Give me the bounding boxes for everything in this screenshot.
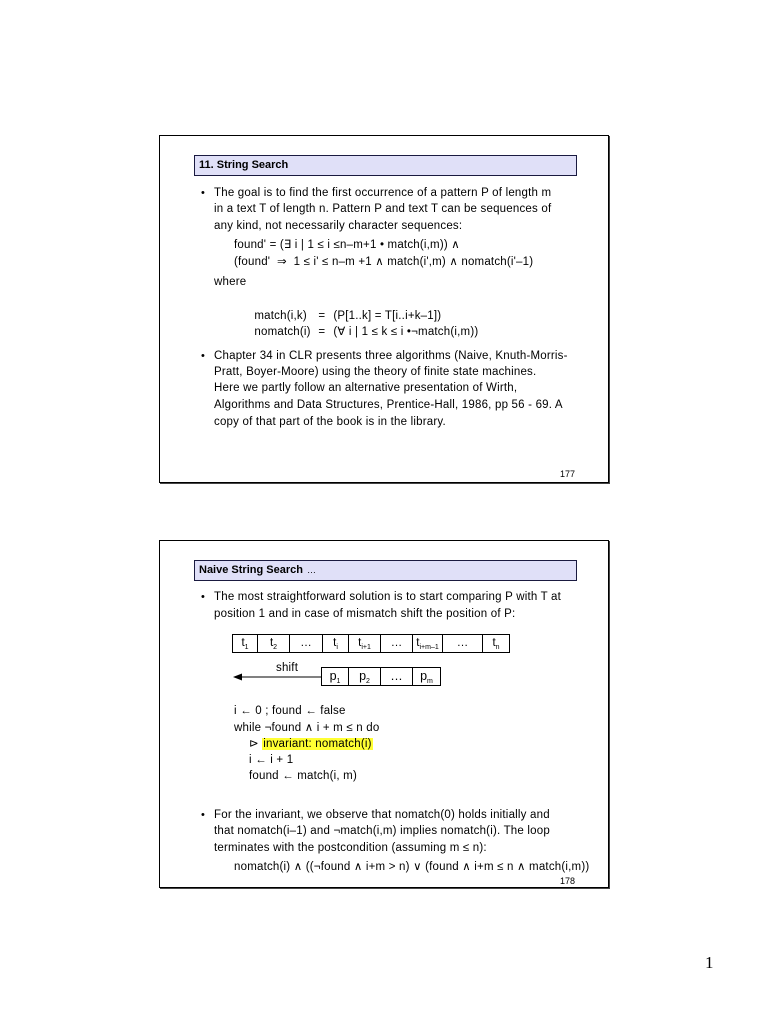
- cell-subscript: m: [427, 678, 433, 685]
- definition-name: nomatch(i): [254, 326, 311, 338]
- bullet-text-line: position 1 and in case of mismatch shift the position of P:: [214, 608, 516, 620]
- cell-ellipsis: …: [300, 637, 312, 649]
- bullet-text-line: in a text T of length n. Pattern P and text T can be sequences of: [214, 203, 552, 215]
- cell-subscript: 1: [336, 678, 341, 685]
- formula-line: found' = (∃ i | 1 ≤ i ≤n–m+1 • match(i,m)) ∧: [234, 239, 460, 251]
- pattern-cell: [321, 667, 349, 686]
- bullet-marker: •: [201, 350, 205, 362]
- cell-subscript: n: [495, 644, 500, 651]
- page-footer-number: 1: [705, 953, 714, 972]
- shift-label: shift: [276, 662, 299, 674]
- text-cell: [348, 634, 381, 653]
- bullet-text-line: Here we partly follow an alternative presentation of Wirth,: [214, 382, 518, 394]
- bullet-marker: •: [201, 187, 205, 199]
- bullet-text-line: Pratt, Boyer-Moore) using the theory of finite state machines.: [214, 366, 537, 378]
- comment-marker-icon: ⊳: [249, 738, 259, 750]
- cell-symbol: t: [416, 637, 420, 649]
- definition-equals: =: [318, 310, 326, 322]
- bullet-text-line: For the invariant, we observe that nomatch(0) holds initially and: [214, 809, 550, 821]
- definition-expression: (∀ i | 1 ≤ k ≤ i •¬match(i,m)): [333, 326, 479, 338]
- cell-ellipsis: …: [390, 669, 403, 683]
- slide-title: Naive String Search: [199, 564, 303, 576]
- bullet-text-line: that nomatch(i–1) and ¬match(i,m) implies nomatch(i). The loop: [214, 825, 550, 837]
- bullet-marker: •: [201, 591, 205, 603]
- definition-name: match(i,k): [254, 310, 307, 322]
- cell-subscript: i: [336, 644, 338, 651]
- cell-symbol: p: [359, 669, 367, 683]
- cell-subscript: 2: [273, 644, 278, 651]
- slide-string-search: [159, 135, 609, 483]
- bullet-text-line: The goal is to find the first occurrence of a pattern P of length m: [214, 187, 552, 199]
- text-array-row: [232, 634, 510, 653]
- cell-ellipsis: …: [456, 637, 469, 649]
- cell-symbol: p: [329, 669, 337, 683]
- code-line-update: found ← match(i, m): [249, 770, 357, 782]
- slide-page-number: 178: [559, 876, 575, 886]
- bullet-text-line: Chapter 34 in CLR presents three algorithms (Naive, Knuth-Morris-: [214, 350, 568, 362]
- cell-symbol: t: [333, 637, 337, 649]
- bullet-text-line: terminates with the postcondition (assuming m ≤ n):: [214, 842, 487, 854]
- definition-expression: (P[1..k] = T[i..i+k–1]): [333, 310, 442, 322]
- text-cell: [482, 634, 510, 653]
- where-label: where: [214, 276, 247, 288]
- text-cell: [322, 634, 349, 653]
- code-line-invariant: [249, 736, 373, 752]
- bullet-text-line: any kind, not necessarily character sequences:: [214, 220, 463, 232]
- bullet-text-line: The most straightforward solution is to start comparing P with T at: [214, 591, 562, 603]
- code-line-init: i ← 0 ; found ← false: [234, 705, 346, 717]
- slide-title-bar: [194, 560, 577, 581]
- text-cell: [412, 634, 443, 653]
- cell-subscript: i+m–1: [419, 644, 439, 651]
- text-cell: [289, 634, 323, 653]
- definition-equals: =: [318, 326, 326, 338]
- pattern-cell: [380, 667, 413, 686]
- slide-title: 11. String Search: [199, 159, 289, 171]
- text-cell: [232, 634, 258, 653]
- cell-symbol: t: [269, 637, 274, 649]
- text-cell: [380, 634, 413, 653]
- definition-nomatch: [234, 308, 479, 338]
- code-line-loop: while ¬found ∧ i + m ≤ n do: [234, 722, 380, 734]
- cell-symbol: t: [492, 637, 496, 649]
- pattern-array-row: [321, 667, 441, 686]
- pattern-cell: [348, 667, 381, 686]
- cell-ellipsis: …: [390, 637, 403, 649]
- slide-page-number: 177: [559, 469, 575, 479]
- bullet-marker: •: [201, 809, 205, 821]
- code-line-increment: i ← i + 1: [249, 754, 294, 766]
- cell-subscript: 1: [244, 644, 249, 651]
- cell-symbol: p: [420, 669, 428, 683]
- text-cell: [442, 634, 483, 653]
- cell-symbol: t: [358, 637, 362, 649]
- postcondition-formula: nomatch(i) ∧ ((¬found ∧ i+m > n) ∨ (found ∧ i+m ≤ n ∧ match(i,m)): [234, 861, 590, 873]
- slide-title-bar: [194, 155, 577, 176]
- shift-arrow: [232, 671, 324, 683]
- bullet-text-line: Algorithms and Data Structures, Prentice-Hall, 1986, pp 56 - 69. A: [214, 399, 563, 411]
- formula-line: (found' ⇒ 1 ≤ i' ≤ n–m +1 ∧ match(i',m) ∧ nomatch(i'–1): [234, 256, 534, 268]
- cell-symbol: t: [241, 637, 245, 649]
- text-cell: [257, 634, 290, 653]
- cell-subscript: i+1: [361, 644, 371, 651]
- pattern-cell: [412, 667, 441, 686]
- slide-title-ellipsis: …: [306, 565, 316, 575]
- bullet-text-line: copy of that part of the book is in the library.: [214, 416, 446, 428]
- slide-naive-string-search: [159, 540, 609, 888]
- cell-subscript: 2: [366, 678, 370, 685]
- invariant-highlight: invariant: nomatch(i): [263, 738, 372, 750]
- definition-match: [234, 292, 442, 322]
